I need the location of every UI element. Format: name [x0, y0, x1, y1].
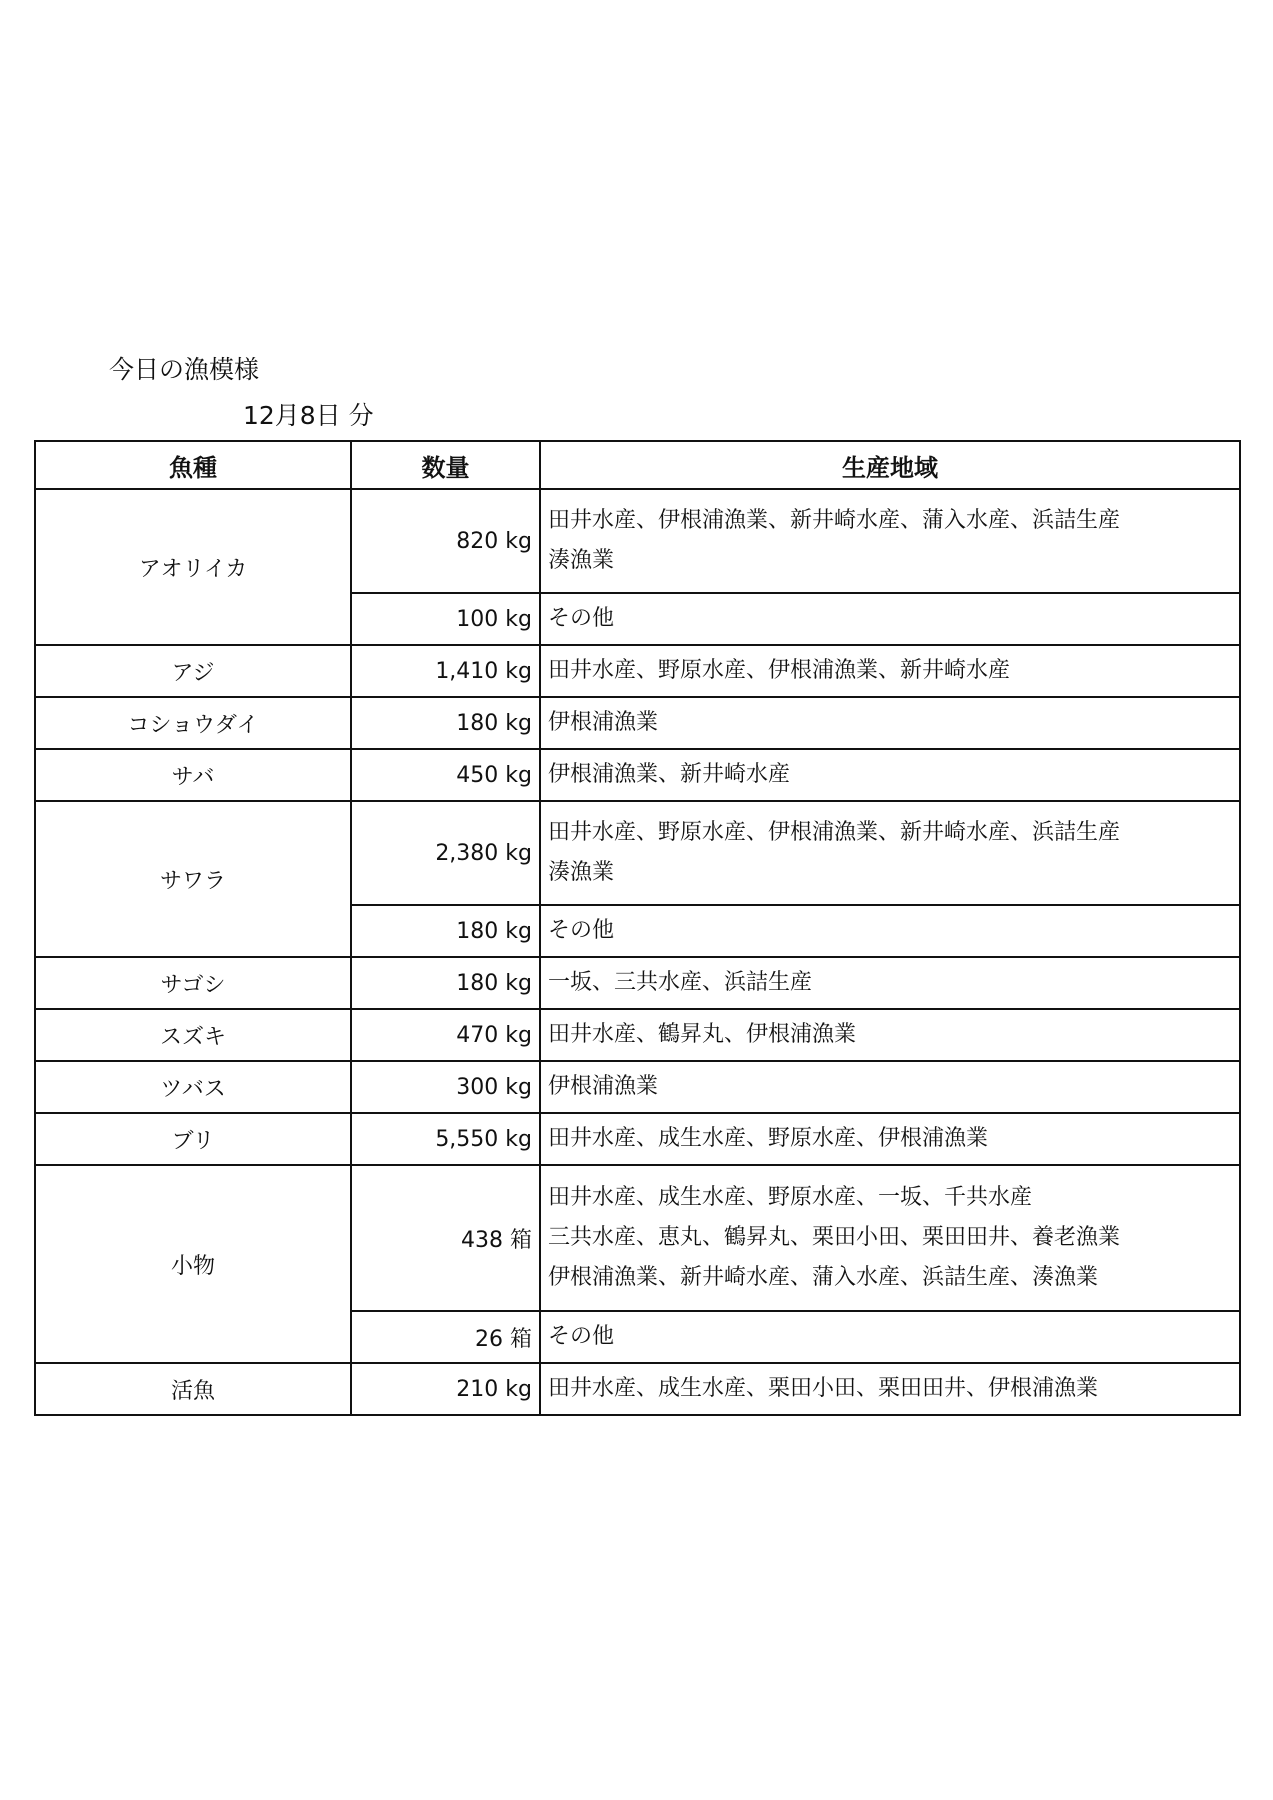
catch-table — [34, 440, 1241, 1416]
fish-cell: サゴシ — [35, 957, 351, 1009]
fish-cell: サワラ — [35, 801, 351, 957]
quantity-cell: 210 kg — [351, 1363, 540, 1415]
table-row — [35, 697, 1240, 749]
table-row — [35, 1363, 1240, 1415]
fish-cell: 活魚 — [35, 1363, 351, 1415]
area-line: 伊根浦漁業、新井崎水産、蒲入水産、浜詰生産、湊漁業 — [548, 1265, 1099, 1290]
table-row — [35, 1165, 1240, 1311]
area-line: 田井水産、野原水産、伊根浦漁業、新井崎水産、浜詰生産 — [548, 820, 1121, 845]
table-row — [35, 749, 1240, 801]
area-cell: 田井水産、成生水産、野原水産、伊根浦漁業 — [540, 1113, 1240, 1165]
table-row — [35, 801, 1240, 905]
fish-cell: スズキ — [35, 1009, 351, 1061]
area-cell — [540, 1165, 1240, 1311]
area-cell: 田井水産、成生水産、栗田小田、栗田田井、伊根浦漁業 — [540, 1363, 1240, 1415]
area-cell: 一坂、三共水産、浜詰生産 — [540, 957, 1240, 1009]
table-row — [35, 1009, 1240, 1061]
area-line: 湊漁業 — [548, 548, 615, 573]
quantity-cell: 180 kg — [351, 957, 540, 1009]
header-fish: 魚種 — [35, 441, 351, 489]
fish-cell: コショウダイ — [35, 697, 351, 749]
table-row — [35, 1113, 1240, 1165]
quantity-cell: 450 kg — [351, 749, 540, 801]
quantity-cell: 2,380 kg — [351, 801, 540, 905]
quantity-cell: 1,410 kg — [351, 645, 540, 697]
quantity-cell: 180 kg — [351, 697, 540, 749]
date-label: 12月8日 分 — [243, 401, 374, 430]
fish-cell: アジ — [35, 645, 351, 697]
area-line: 湊漁業 — [548, 860, 615, 885]
area-cell: その他 — [540, 593, 1240, 645]
area-cell: 伊根浦漁業 — [540, 697, 1240, 749]
header-quantity: 数量 — [351, 441, 540, 489]
area-cell: その他 — [540, 1311, 1240, 1363]
area-cell: 伊根浦漁業 — [540, 1061, 1240, 1113]
fish-cell: ツバス — [35, 1061, 351, 1113]
table-row — [35, 1061, 1240, 1113]
area-cell: 田井水産、鶴昇丸、伊根浦漁業 — [540, 1009, 1240, 1061]
quantity-cell: 180 kg — [351, 905, 540, 957]
quantity-cell: 820 kg — [351, 489, 540, 593]
table-row — [35, 645, 1240, 697]
header-area: 生産地域 — [540, 441, 1240, 489]
fish-cell: サバ — [35, 749, 351, 801]
quantity-cell: 26 箱 — [351, 1311, 540, 1363]
quantity-cell: 438 箱 — [351, 1165, 540, 1311]
table-row — [35, 489, 1240, 593]
area-cell: 田井水産、野原水産、伊根浦漁業、新井崎水産 — [540, 645, 1240, 697]
area-line: 三共水産、恵丸、鶴昇丸、栗田小田、栗田田井、養老漁業 — [548, 1225, 1121, 1250]
area-cell: 伊根浦漁業、新井崎水産 — [540, 749, 1240, 801]
header-row — [35, 441, 1240, 489]
area-cell: その他 — [540, 905, 1240, 957]
quantity-cell: 470 kg — [351, 1009, 540, 1061]
quantity-cell: 100 kg — [351, 593, 540, 645]
area-cell — [540, 801, 1240, 905]
page-title: 今日の漁模様 — [109, 355, 260, 384]
area-line: 田井水産、成生水産、野原水産、一坂、千共水産 — [548, 1185, 1033, 1210]
fish-cell: アオリイカ — [35, 489, 351, 645]
fish-cell: 小物 — [35, 1165, 351, 1363]
table-row — [35, 957, 1240, 1009]
quantity-cell: 300 kg — [351, 1061, 540, 1113]
quantity-cell: 5,550 kg — [351, 1113, 540, 1165]
area-cell — [540, 489, 1240, 593]
fish-cell: ブリ — [35, 1113, 351, 1165]
area-line: 田井水産、伊根浦漁業、新井崎水産、蒲入水産、浜詰生産 — [548, 508, 1121, 533]
